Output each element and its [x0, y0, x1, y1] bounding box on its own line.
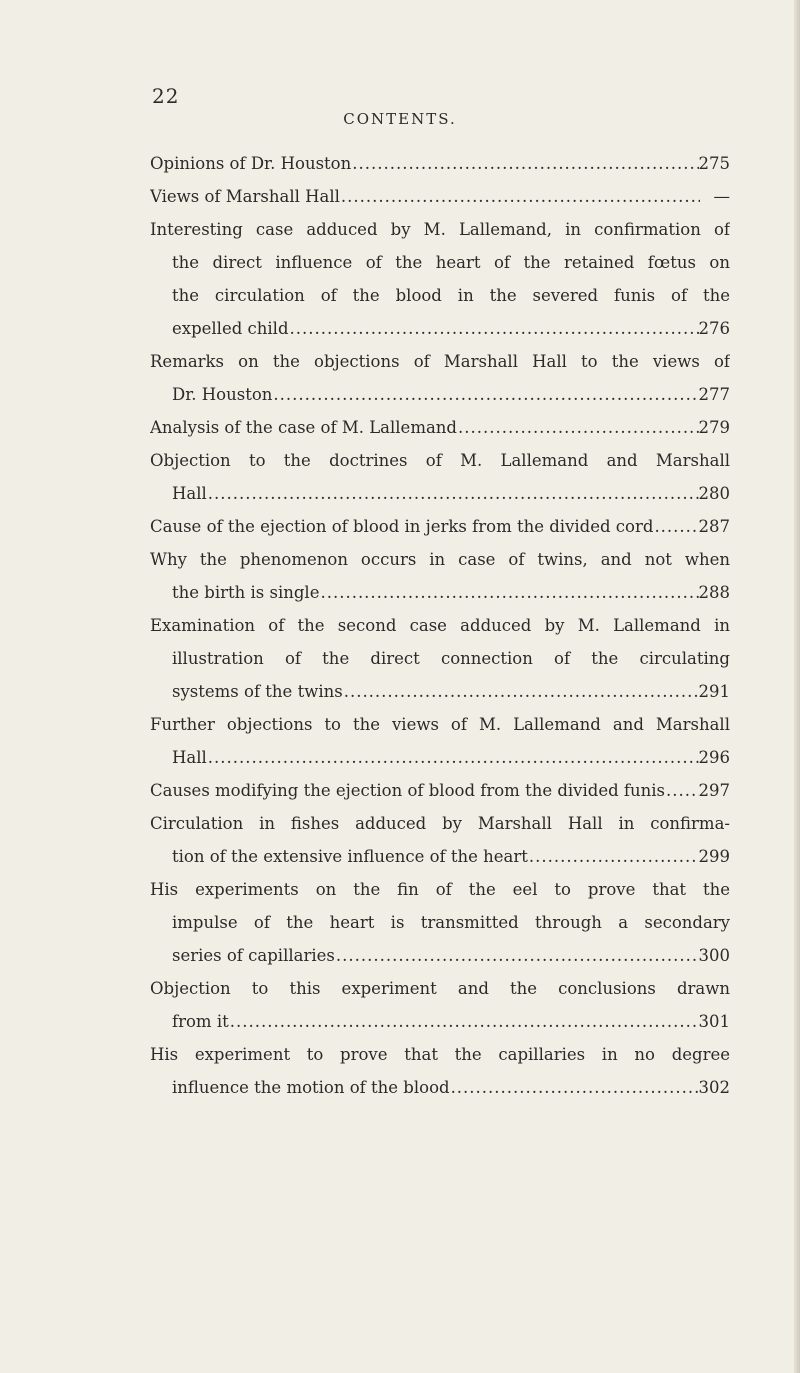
- toc-entry-line: impulse of the heart is transmitted through a secondary: [172, 913, 730, 932]
- toc-page-number: 277: [698, 385, 730, 404]
- toc-entry: [150, 708, 730, 774]
- dot-leader: [335, 939, 699, 972]
- running-head: CONTENTS.: [343, 110, 457, 128]
- toc-entry: [150, 147, 730, 180]
- dot-leader: [351, 147, 698, 180]
- toc-entry-title: systems of the twins: [172, 682, 343, 701]
- toc-entry: [150, 972, 730, 1038]
- toc-page-number: 296: [698, 748, 730, 767]
- toc-entry-line: Why the phenomenon occurs in case of twins, and not when: [150, 550, 730, 569]
- toc-entry-leader-line: [150, 840, 730, 873]
- dot-leader: [343, 675, 699, 708]
- dot-leader: [229, 1005, 699, 1038]
- toc-page-number: 287: [698, 517, 730, 536]
- toc-entry-title: Hall: [172, 748, 207, 767]
- toc-entry-line: Further objections to the views of M. Lallemand and Marshall: [150, 715, 730, 734]
- toc-entry: [150, 345, 730, 411]
- toc-entry-leader-line: [150, 939, 730, 972]
- toc-entry-line: the direct influence of the heart of the retained fœtus on: [172, 253, 730, 272]
- toc-entry: [150, 180, 730, 213]
- toc-entry-title: Cause of the ejection of blood in jerks from the divided cord: [150, 517, 654, 536]
- toc-page-number: 276: [698, 319, 730, 338]
- dot-leader: [207, 741, 699, 774]
- toc-entry-line: His experiment to prove that the capillaries in no degree: [150, 1045, 730, 1064]
- toc-entry-title: from it: [172, 1012, 229, 1031]
- toc-entry-title: influence the motion of the blood: [172, 1078, 450, 1097]
- toc-entry-leader-line: [150, 312, 730, 345]
- toc-entry-leader-line: [150, 675, 730, 708]
- toc-page-number: 301: [698, 1012, 730, 1031]
- toc-entry-title: tion of the extensive influence of the heart: [172, 847, 528, 866]
- toc-entry-title: Hall: [172, 484, 207, 503]
- toc-entry-leader-line: [150, 774, 730, 807]
- table-of-contents: [150, 147, 730, 1104]
- page-edge-shadow: [794, 0, 800, 1373]
- toc-entry-line: Remarks on the objections of Marshall Hall to the views of: [150, 352, 730, 371]
- dot-leader: [272, 378, 698, 411]
- dot-leader: [289, 312, 699, 345]
- toc-entry-leader-line: [150, 510, 730, 543]
- toc-entry-title: Analysis of the case of M. Lallemand: [150, 418, 457, 437]
- dot-leader: [528, 840, 699, 873]
- toc-entry-leader-line: [150, 1071, 730, 1104]
- toc-entry: [150, 1038, 730, 1104]
- page-number: 22: [152, 84, 180, 108]
- toc-entry-title: Views of Marshall Hall: [150, 187, 340, 206]
- toc-page-number: 300: [698, 946, 730, 965]
- toc-entry-line: Objection to this experiment and the conclusions drawn: [150, 979, 730, 998]
- toc-entry-title: Causes modifying the ejection of blood from the divided funis: [150, 781, 666, 800]
- toc-entry-line: illustration of the direct connection of the circulating: [172, 649, 730, 668]
- toc-entry: [150, 807, 730, 873]
- toc-entry-leader-line: [150, 180, 730, 213]
- toc-entry: [150, 510, 730, 543]
- toc-entry: [150, 213, 730, 345]
- toc-entry-leader-line: [150, 741, 730, 774]
- toc-entry-title: Dr. Houston: [172, 385, 273, 404]
- dot-leader: [340, 180, 700, 213]
- toc-entry-line: Interesting case adduced by M. Lallemand, in confirmation of: [150, 220, 730, 239]
- toc-page-number: 275: [698, 154, 730, 173]
- toc-entry-leader-line: [150, 378, 730, 411]
- toc-page-number: 302: [698, 1078, 730, 1097]
- toc-entry: [150, 774, 730, 807]
- toc-page-number: 297: [698, 781, 730, 800]
- dot-leader: [450, 1071, 699, 1104]
- toc-entry-leader-line: [150, 1005, 730, 1038]
- dot-leader: [457, 411, 699, 444]
- toc-entry-leader-line: [150, 411, 730, 444]
- toc-page-number: 288: [698, 583, 730, 602]
- toc-page-number: 279: [698, 418, 730, 437]
- toc-entry-line: Examination of the second case adduced by M. Lallemand in: [150, 616, 730, 635]
- toc-entry-line: Circulation in fishes adduced by Marshall Hall in confirma-: [150, 814, 730, 833]
- toc-page-number: 291: [698, 682, 730, 701]
- toc-entry-line: Objection to the doctrines of M. Lallemand and Marshall: [150, 451, 730, 470]
- dot-leader: [665, 774, 698, 807]
- toc-entry-leader-line: [150, 576, 730, 609]
- dot-leader: [319, 576, 698, 609]
- toc-entry-title: Opinions of Dr. Houston: [150, 154, 352, 173]
- toc-entry: [150, 609, 730, 708]
- toc-page-number: 280: [698, 484, 730, 503]
- toc-entry-title: the birth is single: [172, 583, 320, 602]
- dot-leader: [653, 510, 698, 543]
- toc-entry-leader-line: [150, 147, 730, 180]
- toc-entry: [150, 444, 730, 510]
- toc-entry-line: His experiments on the fin of the eel to prove that the: [150, 880, 730, 899]
- dot-leader: [207, 477, 699, 510]
- toc-entry-leader-line: [150, 477, 730, 510]
- toc-entry: [150, 873, 730, 972]
- toc-entry-title: expelled child: [172, 319, 289, 338]
- toc-entry: [150, 543, 730, 609]
- toc-entry-line: the circulation of the blood in the severed funis of the: [172, 286, 730, 305]
- toc-entry: [150, 411, 730, 444]
- page-header: [0, 84, 800, 128]
- toc-page-number: 299: [698, 847, 730, 866]
- toc-entry-title: series of capillaries: [172, 946, 335, 965]
- toc-page-number: —: [713, 187, 730, 206]
